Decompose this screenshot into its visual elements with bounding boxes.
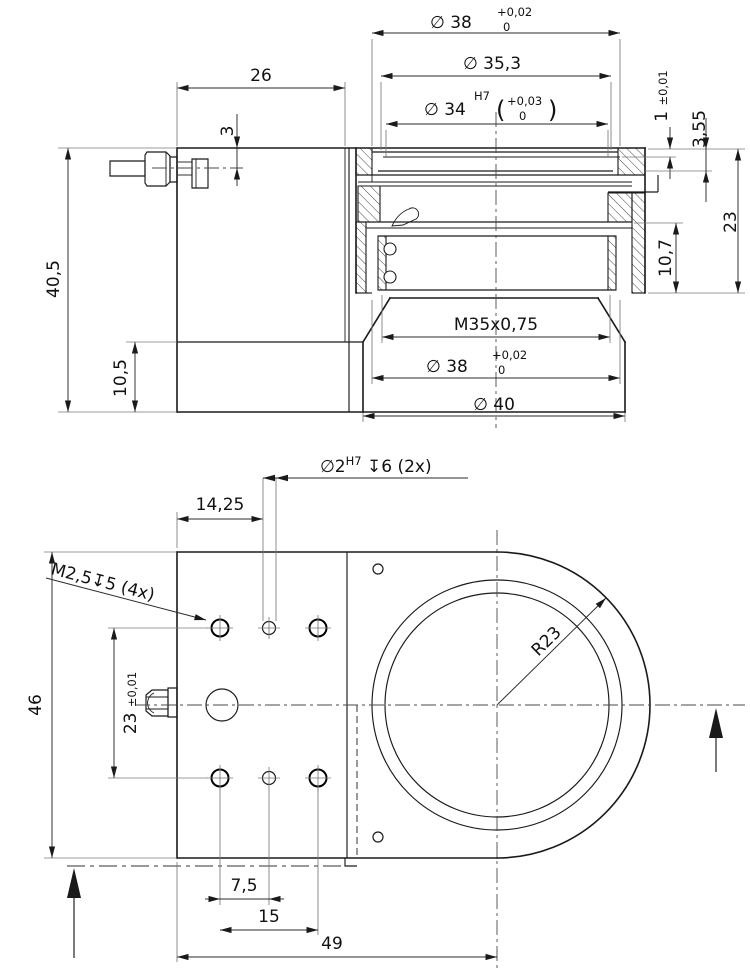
dim-label: 49 [321,934,343,954]
hole-center-marks [207,615,331,791]
tolerance-lower: 0 [503,20,511,34]
dim-label: 7,5 [230,876,258,896]
tolerance-lower: 0 [519,109,527,123]
dim-label: 23 [721,211,741,233]
dim-label: 10,5 [111,359,131,397]
callout-dowel-dia2 [263,454,468,621]
fit-class: H7 [345,454,362,468]
gland-nut-front-view [146,688,177,717]
dim-depth-3-55 [645,110,712,202]
tolerance-lower: 0 [498,363,506,377]
dim-label: ∅ 38 [430,13,472,33]
dim-label: 23 [121,707,141,735]
svg-text:∅2H7 ↧6 (2x) [320,454,432,477]
dim-label: 3,55 [690,110,710,148]
dim-dia34-h7 [386,89,608,157]
callout-thread-m25 [46,559,206,620]
bottom-view-plan-drawing [26,454,745,970]
svg-text:1 ±0,01 [652,70,672,121]
svg-text:23 ±0,01 [121,672,141,734]
cable-stub [110,161,145,176]
dim-width-49 [177,862,497,962]
dim-width-26 [177,66,345,146]
dim-label: ∅ 40 [473,395,515,415]
housing-outline [177,148,645,412]
dim-flange-10-5 [111,342,177,412]
fit-class: H7 [474,89,490,103]
dim-label: 3 [218,125,238,137]
tolerance-upper: +0,02 [497,5,533,19]
dim-tolerance: ±0,01 [656,70,670,106]
callout-depth: ↧6 (2x) [361,457,432,477]
callout-dia: ∅2 [320,457,346,477]
dim-tolerance: ±0,01 [125,671,139,708]
small-pin-hole-top [373,564,383,574]
retaining-spring-detail [392,208,419,226]
plate-outline [177,552,650,866]
section-cut-walls [356,148,645,293]
dim-label: ∅ 38 [426,357,468,377]
view-direction-arrows [67,708,723,958]
dim-pitch-14-25 [177,495,263,548]
dim-dia40 [363,395,625,422]
dim-label: 14,25 [195,495,245,515]
dim-label: ∅ 35,3 [462,54,522,74]
dim-pitch-7-5 [205,788,284,905]
dim-pitch-23 [108,628,208,778]
dim-label: 46 [26,694,46,716]
paren-open: ( [496,96,506,124]
side-screw-hole-lower [384,271,396,283]
small-pin-hole-bottom [373,832,383,842]
dim-label: 10,7 [656,239,676,277]
dim-label: 1 [652,105,672,122]
dim-label: 40,5 [44,260,64,298]
dim-label: 26 [250,66,272,86]
tolerance-upper: +0,03 [507,94,543,108]
dim-label: ∅ 34 [424,100,466,120]
connector-block [192,159,208,188]
dim-label: 15 [258,907,280,927]
mounting-holes [206,564,383,842]
dim-offset-3 [218,114,238,186]
dim-label: R23 [527,622,566,661]
tolerance-upper: +0,02 [492,348,528,362]
dim-radius-r23 [497,598,606,705]
dim-label: M35x0,75 [453,315,539,335]
top-view-section-drawing [44,5,745,428]
callout-label: M2,5↧5 (4x) [48,559,157,606]
view-arrow-right [709,708,723,738]
view-arrow-left [67,868,81,898]
paren-close: ) [548,96,558,124]
side-screw-hole-upper [384,243,396,255]
